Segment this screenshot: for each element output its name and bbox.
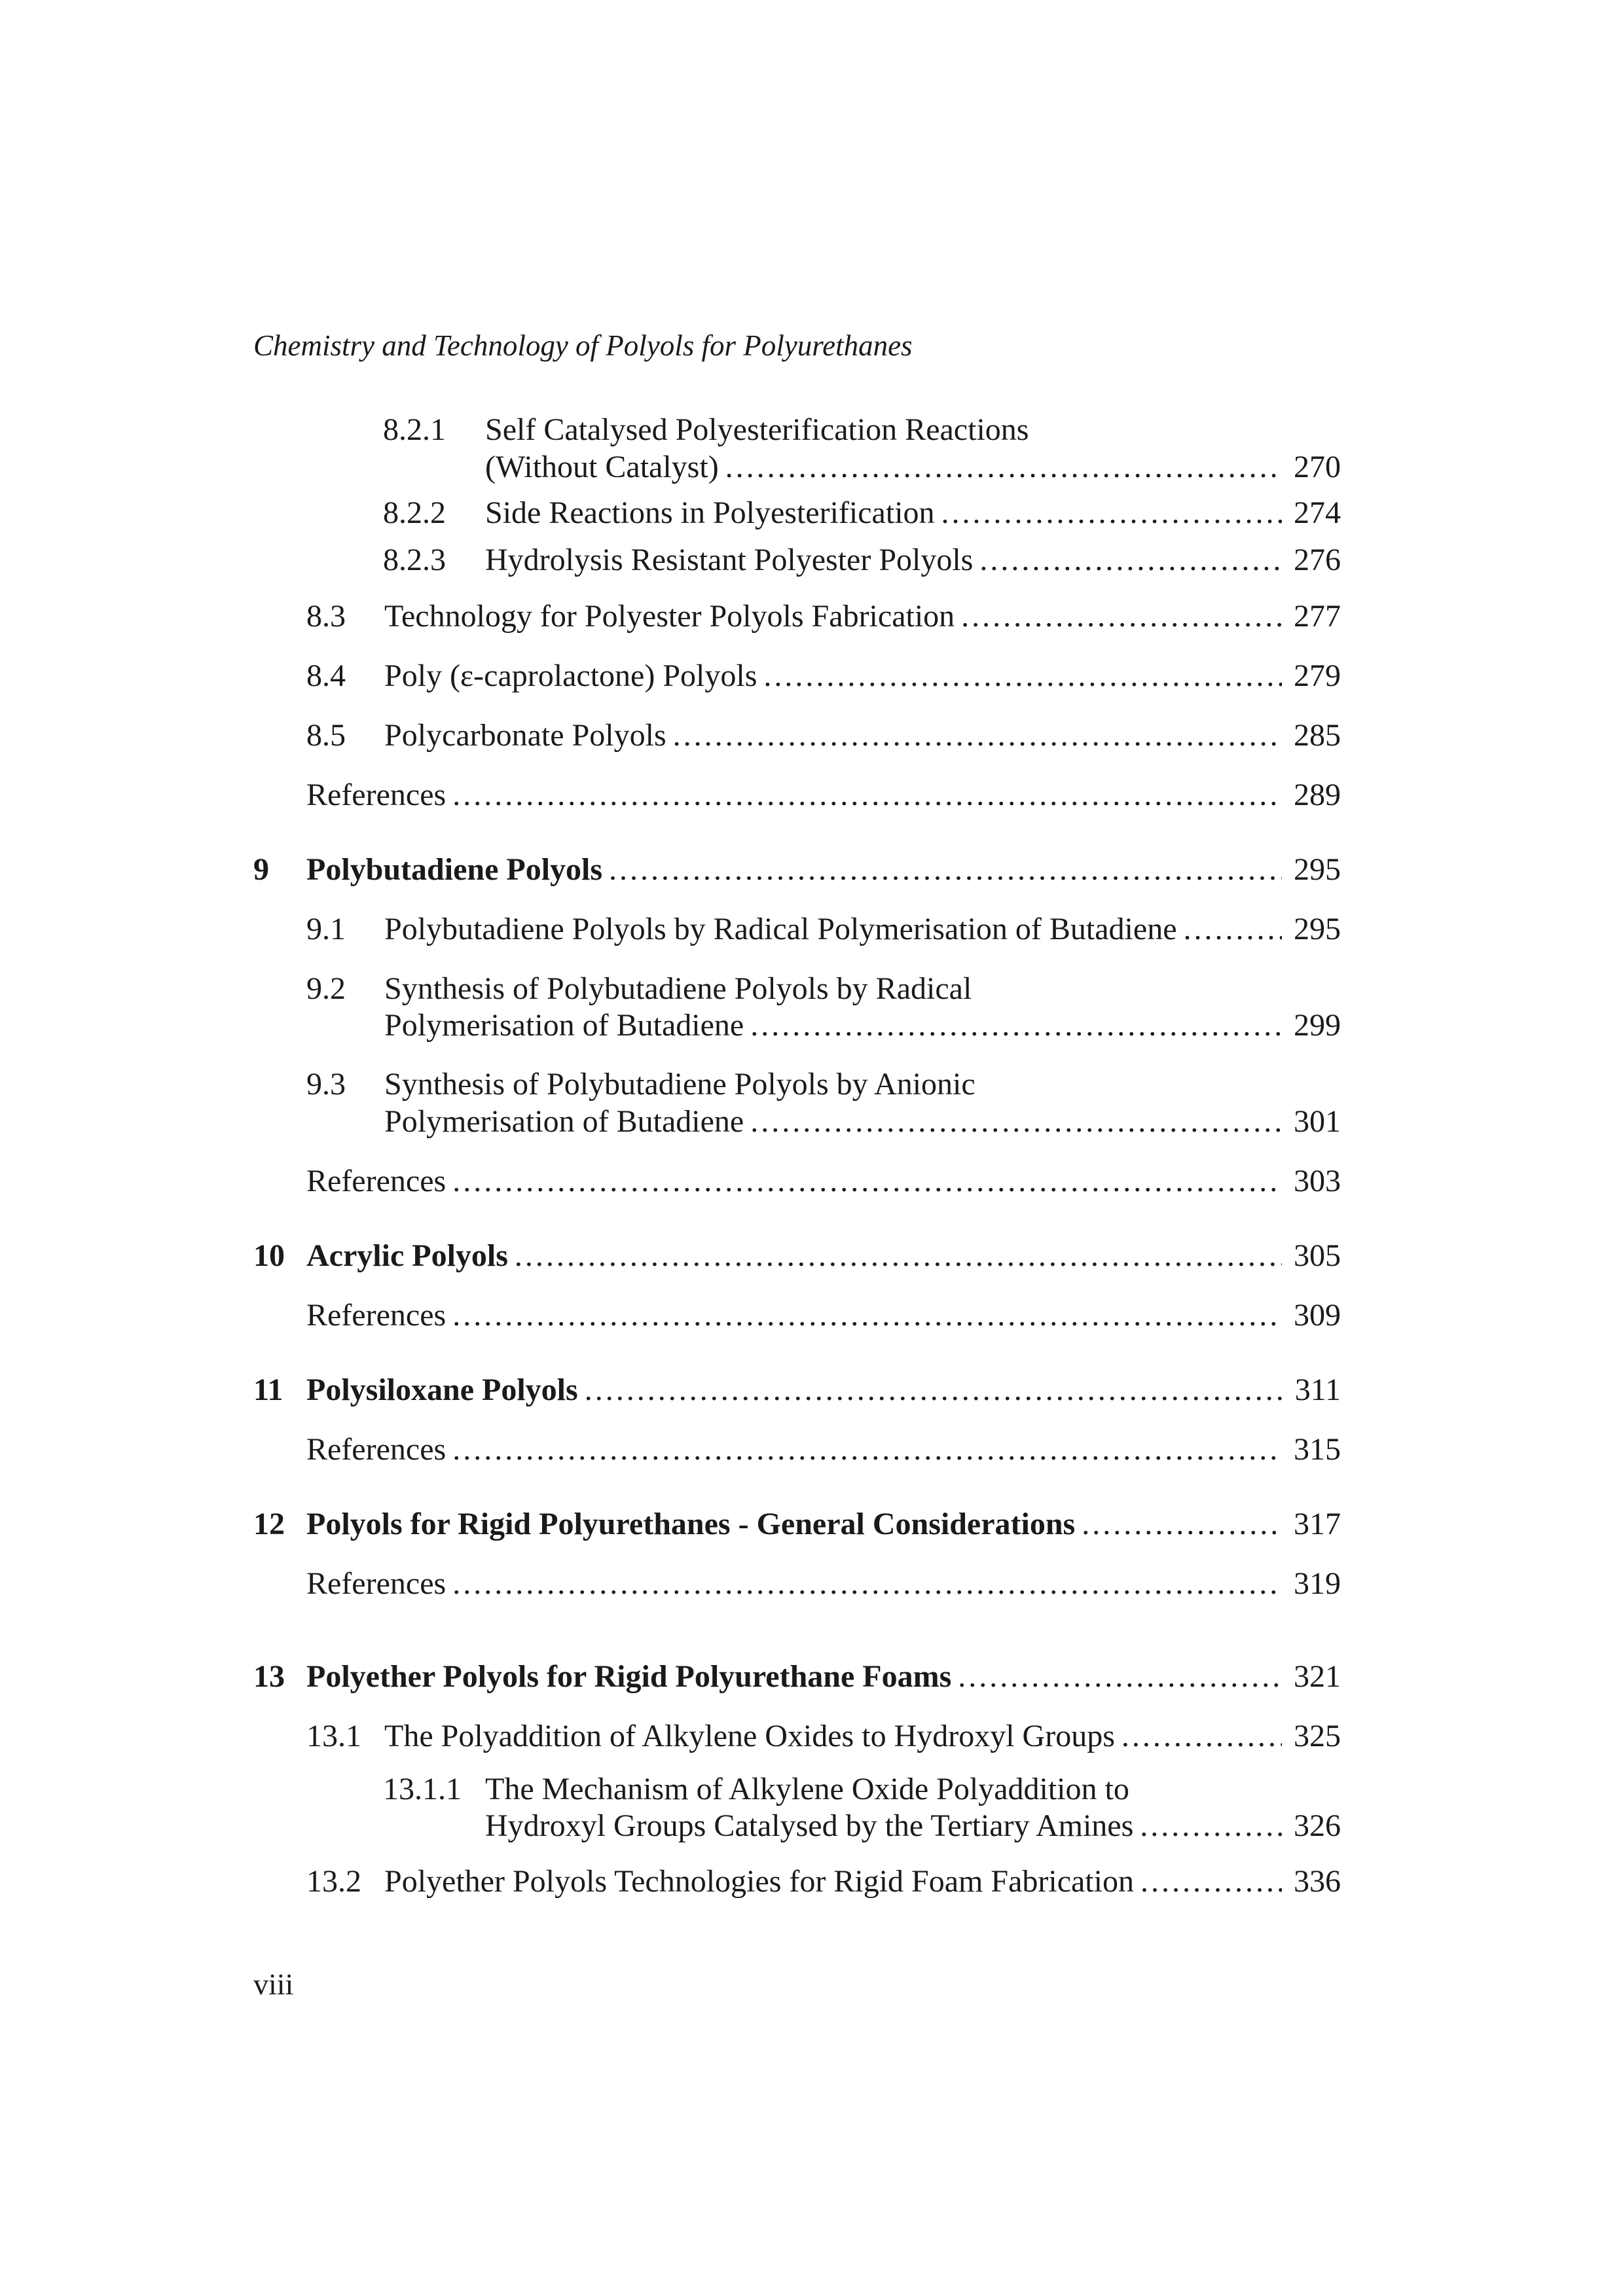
toc-leader xyxy=(306,1654,1282,1700)
dot-leader xyxy=(1075,1501,1282,1547)
dot-leader xyxy=(757,653,1282,699)
dot-leader xyxy=(578,1367,1282,1413)
toc-page-number: 277 xyxy=(1294,599,1341,634)
toc-leader xyxy=(306,847,1282,893)
toc-chapter-title: Polyols for Rigid Polyurethanes - General Considerations xyxy=(306,1507,1076,1541)
toc-entry-8-4[interactable] xyxy=(0,653,1623,699)
toc-chapter-title: Polybutadiene Polyols xyxy=(306,852,603,887)
toc-entry-8-2-1-cont[interactable] xyxy=(0,444,1623,490)
toc-chapter-10[interactable] xyxy=(0,1233,1623,1279)
toc-page-number: 301 xyxy=(1294,1104,1341,1139)
toc-entry-9-2-cont[interactable] xyxy=(0,1003,1623,1049)
toc-entry-8-5[interactable] xyxy=(0,713,1623,759)
dot-leader xyxy=(446,1158,1282,1204)
toc-entry-number: 8.4 xyxy=(306,658,346,693)
toc-leader xyxy=(384,1003,1282,1049)
toc-entry-number: 13.1.1 xyxy=(383,1772,462,1806)
dot-leader xyxy=(973,537,1282,583)
toc-entry-title: Side Reactions in Polyesterification xyxy=(485,495,935,530)
toc-page-number: 325 xyxy=(1294,1719,1341,1753)
dot-leader xyxy=(719,444,1282,490)
toc-leader xyxy=(485,1803,1282,1849)
toc-entry-title: References xyxy=(306,1164,447,1198)
dot-leader xyxy=(744,1099,1282,1145)
toc-entry-8-2-3[interactable] xyxy=(0,537,1623,583)
toc-entry-title: Poly (ε-caprolactone) Polyols xyxy=(384,658,757,693)
toc-entry-number: 8.3 xyxy=(306,599,346,634)
page-folio: viii xyxy=(253,1967,294,2001)
dot-leader xyxy=(1133,1803,1282,1849)
toc-page-number: 303 xyxy=(1294,1164,1341,1198)
toc-entry-title-line2: Polymerisation of Butadiene xyxy=(384,1104,744,1139)
toc-leader xyxy=(485,490,1282,536)
toc-leader xyxy=(306,772,1282,818)
dot-leader xyxy=(446,1427,1282,1473)
toc-entry-title: Hydrolysis Resistant Polyester Polyols xyxy=(485,543,974,577)
toc-chapter-title: Acrylic Polyols xyxy=(306,1238,508,1273)
dot-leader xyxy=(666,713,1282,759)
dot-leader xyxy=(446,772,1282,818)
dot-leader xyxy=(602,847,1282,893)
toc-leader xyxy=(306,1233,1282,1279)
toc-entry-number: 13.2 xyxy=(306,1864,361,1899)
toc-entry-number: 9.1 xyxy=(306,912,346,946)
dot-leader xyxy=(955,594,1282,639)
dot-leader xyxy=(744,1003,1282,1049)
toc-entry-13-1-1-cont[interactable] xyxy=(0,1803,1623,1849)
dot-leader xyxy=(951,1654,1282,1700)
toc-chapter-title: Polysiloxane Polyols xyxy=(306,1372,578,1407)
toc-leader xyxy=(306,1427,1282,1473)
toc-page-number: 276 xyxy=(1294,543,1341,577)
toc-leader xyxy=(384,594,1282,639)
dot-leader xyxy=(1115,1713,1282,1759)
toc-entry-title-line1: The Mechanism of Alkylene Oxide Polyaddition to xyxy=(485,1772,1129,1806)
dot-leader xyxy=(446,1293,1282,1338)
toc-leader xyxy=(306,1561,1282,1607)
toc-chapter-number: 12 xyxy=(253,1507,285,1541)
toc-entry-title: References xyxy=(306,1566,447,1601)
toc-entry-title: Polyether Polyols Technologies for Rigid Foam Fabrication xyxy=(384,1864,1134,1899)
toc-leader xyxy=(384,1099,1282,1145)
running-header: Chemistry and Technology of Polyols for Polyurethanes xyxy=(253,329,913,362)
dot-leader xyxy=(446,1561,1282,1607)
toc-page-number: 274 xyxy=(1294,495,1341,530)
toc-page-number: 305 xyxy=(1294,1238,1341,1273)
toc-entry-number: 8.2.1 xyxy=(383,412,446,447)
toc-entry-title: Technology for Polyester Polyols Fabrication xyxy=(384,599,955,634)
toc-chapter-12[interactable] xyxy=(0,1501,1623,1547)
toc-entry-number: 8.2.3 xyxy=(383,543,446,577)
toc-leader xyxy=(384,713,1282,759)
toc-entry-13-2[interactable] xyxy=(0,1859,1623,1905)
dot-leader xyxy=(935,490,1282,536)
toc-entry-title-line1: Self Catalysed Polyesterification Reactions xyxy=(485,412,1029,447)
toc-entry-8-3[interactable] xyxy=(0,594,1623,639)
toc-page-number: 315 xyxy=(1294,1432,1341,1467)
toc-entry-references[interactable] xyxy=(0,1293,1623,1338)
toc-entry-title: References xyxy=(306,1298,447,1333)
toc-page-number: 299 xyxy=(1294,1008,1341,1043)
toc-chapter-11[interactable] xyxy=(0,1367,1623,1413)
toc-page-number: 321 xyxy=(1294,1659,1341,1694)
toc-leader xyxy=(306,1367,1282,1413)
toc-entry-title-line2: (Without Catalyst) xyxy=(485,450,719,484)
toc-entry-number: 9.2 xyxy=(306,971,346,1006)
toc-entry-title-line1: Synthesis of Polybutadiene Polyols by Anionic xyxy=(384,1067,976,1102)
toc-entry-number: 8.2.2 xyxy=(383,495,446,530)
toc-page-number: 311 xyxy=(1294,1372,1341,1407)
toc-page-number: 295 xyxy=(1294,912,1341,946)
toc-entry-8-2-2[interactable] xyxy=(0,490,1623,536)
toc-page-number: 317 xyxy=(1294,1507,1341,1541)
toc-chapter-title: Polyether Polyols for Rigid Polyurethane Foams xyxy=(306,1659,952,1694)
toc-page-number: 309 xyxy=(1294,1298,1341,1333)
toc-chapter-number: 13 xyxy=(253,1659,285,1694)
toc-chapter-number: 10 xyxy=(253,1238,285,1273)
toc-entry-title-line2: Polymerisation of Butadiene xyxy=(384,1008,744,1043)
toc-entry-title-line1: Synthesis of Polybutadiene Polyols by Radical xyxy=(384,971,972,1006)
toc-entry-9-1[interactable] xyxy=(0,906,1623,952)
toc-entry-references[interactable] xyxy=(0,1427,1623,1473)
toc-page-number: 336 xyxy=(1294,1864,1341,1899)
dot-leader xyxy=(1134,1859,1282,1905)
toc-entry-13-1[interactable] xyxy=(0,1713,1623,1759)
toc-leader xyxy=(306,1158,1282,1204)
toc-entry-title: Polybutadiene Polyols by Radical Polymerisation of Butadiene xyxy=(384,912,1177,946)
toc-page-number: 279 xyxy=(1294,658,1341,693)
toc-leader xyxy=(384,1713,1282,1759)
toc-leader xyxy=(485,444,1282,490)
toc-entry-title: References xyxy=(306,778,447,812)
toc-entry-number: 9.3 xyxy=(306,1067,346,1102)
toc-chapter-13[interactable] xyxy=(0,1654,1623,1700)
toc-entry-number: 8.5 xyxy=(306,718,346,753)
toc-leader xyxy=(306,1293,1282,1338)
toc-entry-references[interactable] xyxy=(0,1561,1623,1607)
toc-page-number: 270 xyxy=(1294,450,1341,484)
toc-leader xyxy=(384,906,1282,952)
toc-leader xyxy=(306,1501,1282,1547)
toc-entry-references[interactable] xyxy=(0,1158,1623,1204)
toc-entry-title: The Polyaddition of Alkylene Oxides to Hydroxyl Groups xyxy=(384,1719,1115,1753)
dot-leader xyxy=(1177,906,1283,952)
dot-leader xyxy=(508,1233,1282,1279)
toc-entry-title: References xyxy=(306,1432,447,1467)
toc-chapter-number: 9 xyxy=(253,852,269,887)
toc-entry-number: 13.1 xyxy=(306,1719,361,1753)
toc-entry-references[interactable] xyxy=(0,772,1623,818)
toc-chapter-number: 11 xyxy=(253,1372,283,1407)
toc-page-number: 289 xyxy=(1294,778,1341,812)
toc-page-number: 319 xyxy=(1294,1566,1341,1601)
toc-chapter-9[interactable] xyxy=(0,847,1623,893)
toc-leader xyxy=(384,1859,1282,1905)
toc-page-number: 326 xyxy=(1294,1808,1341,1843)
toc-entry-9-3-cont[interactable] xyxy=(0,1099,1623,1145)
toc-page-number: 285 xyxy=(1294,718,1341,753)
toc-leader xyxy=(384,653,1282,699)
toc-leader xyxy=(485,537,1282,583)
toc-entry-title: Polycarbonate Polyols xyxy=(384,718,666,753)
toc-page-number: 295 xyxy=(1294,852,1341,887)
toc-entry-title-line2: Hydroxyl Groups Catalysed by the Tertiary Amines xyxy=(485,1808,1134,1843)
